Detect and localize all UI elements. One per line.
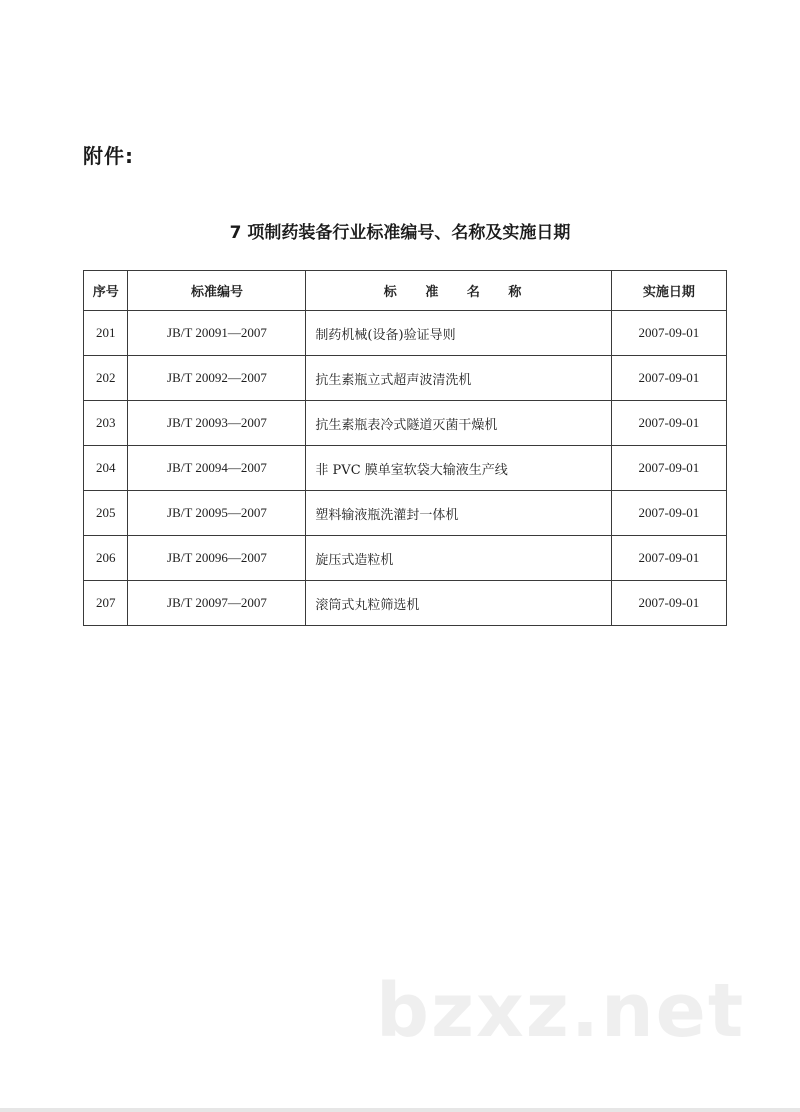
cell-seq: 202: [84, 356, 128, 401]
header-code: 标准编号: [128, 271, 306, 311]
page-bottom-edge: [0, 1108, 800, 1112]
cell-name: 抗生素瓶立式超声波清洗机: [306, 356, 611, 401]
cell-seq: 207: [84, 581, 128, 626]
cell-name: 非 PVC 膜单室软袋大输液生产线: [306, 446, 611, 491]
table-row: [84, 311, 727, 356]
table-row: [84, 356, 727, 401]
header-seq: 序号: [84, 271, 128, 311]
cell-seq: 206: [84, 536, 128, 581]
cell-name: 塑料输液瓶洗灌封一体机: [306, 491, 611, 536]
cell-name: 滚筒式丸粒筛选机: [306, 581, 611, 626]
cell-name: 旋压式造粒机: [306, 536, 611, 581]
table-row: [84, 581, 727, 626]
cell-seq: 203: [84, 401, 128, 446]
cell-seq: 204: [84, 446, 128, 491]
table-row: [84, 446, 727, 491]
cell-date: 2007-09-01: [611, 356, 726, 401]
cell-date: 2007-09-01: [611, 536, 726, 581]
attachment-label: 附件:: [83, 144, 134, 168]
table-header-row: [84, 271, 727, 311]
cell-seq: 201: [84, 311, 128, 356]
cell-name: 抗生素瓶表冷式隧道灭菌干燥机: [306, 401, 611, 446]
watermark: bzxz.net: [376, 968, 746, 1054]
cell-code: JB/T 20094—2007: [128, 446, 306, 491]
cell-date: 2007-09-01: [611, 581, 726, 626]
table-row: [84, 536, 727, 581]
cell-code: JB/T 20096—2007: [128, 536, 306, 581]
cell-code: JB/T 20093—2007: [128, 401, 306, 446]
cell-date: 2007-09-01: [611, 311, 726, 356]
cell-code: JB/T 20091—2007: [128, 311, 306, 356]
header-date: 实施日期: [611, 271, 726, 311]
table-row: [84, 401, 727, 446]
cell-seq: 205: [84, 491, 128, 536]
cell-code: JB/T 20092—2007: [128, 356, 306, 401]
cell-name: 制药机械(设备)验证导则: [306, 311, 611, 356]
cell-date: 2007-09-01: [611, 491, 726, 536]
table-row: [84, 491, 727, 536]
cell-code: JB/T 20097—2007: [128, 581, 306, 626]
standards-table: [83, 270, 727, 626]
cell-date: 2007-09-01: [611, 446, 726, 491]
cell-code: JB/T 20095—2007: [128, 491, 306, 536]
document-title: 7 项制药装备行业标准编号、名称及实施日期: [229, 223, 571, 243]
cell-date: 2007-09-01: [611, 401, 726, 446]
header-name: 标 准 名 称: [306, 271, 611, 311]
